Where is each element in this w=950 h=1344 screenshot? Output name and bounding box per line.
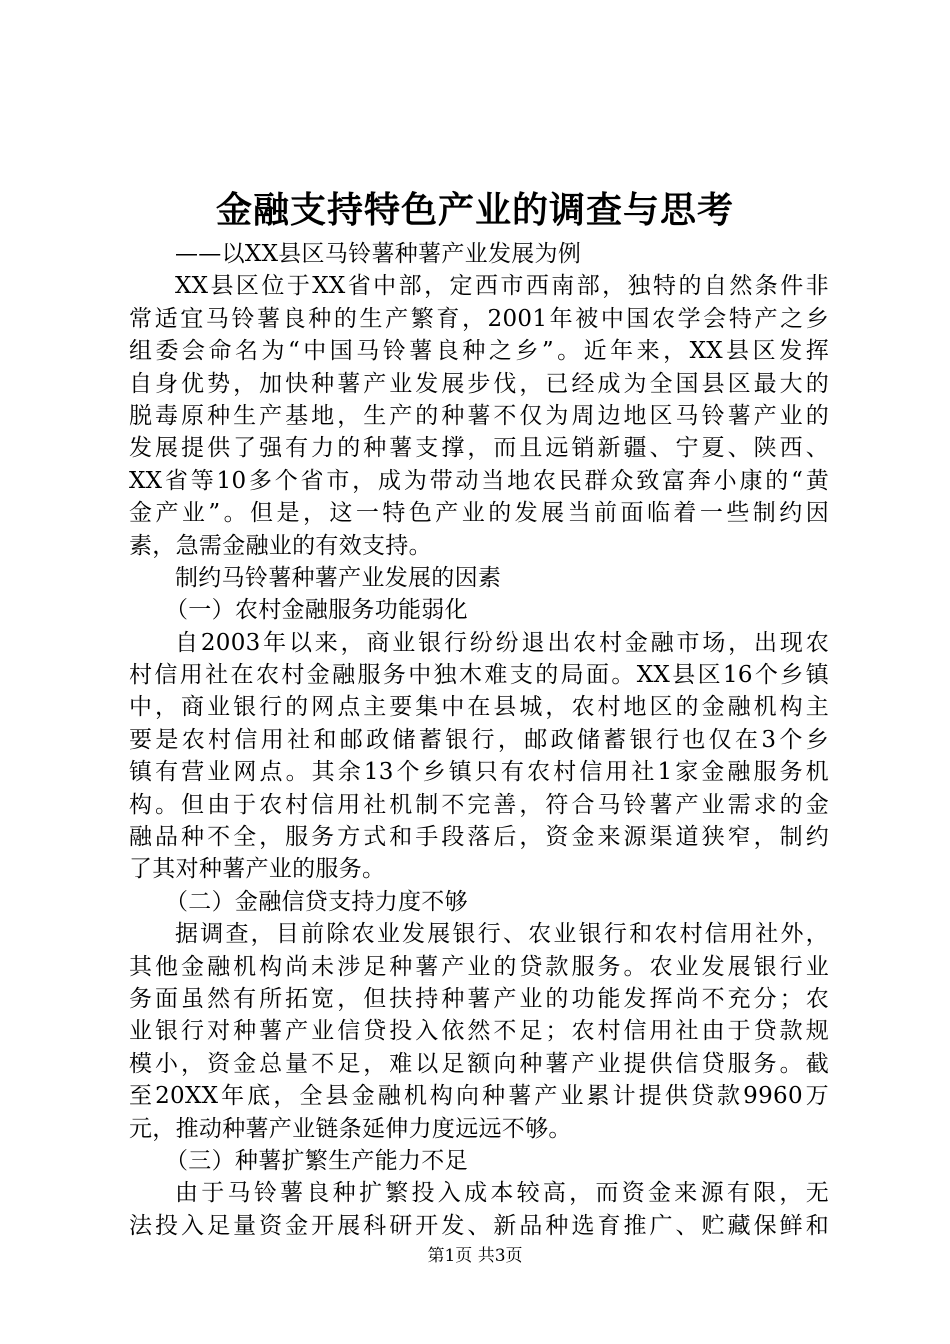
paragraph-line: 自身优势，加快种薯产业发展步伐，已经成为全国县区最大的 (129, 370, 829, 397)
paragraph-line: 至20XX年底，全县金融机构向种薯产业累计提供贷款9960万 (129, 1083, 829, 1110)
subsection-heading: （三）种薯扩繁生产能力不足 (165, 1147, 468, 1174)
paragraph-line: 常适宜马铃薯良种的生产繁育，2001年被中国农学会特产之乡 (129, 305, 829, 332)
paragraph-line: 了其对种薯产业的服务。 (129, 856, 386, 883)
subsection-heading: （一）农村金融服务功能弱化 (165, 597, 468, 624)
paragraph-line: 其他金融机构尚未涉足种薯产业的贷款服务。农业发展银行业 (129, 953, 829, 980)
paragraph-line: 自2003年以来，商业银行纷纷退出农村金融市场，出现农 (175, 629, 829, 656)
section-heading: 制约马铃薯种薯产业发展的因素 (175, 564, 502, 591)
paragraph-line: 据调查，目前除农业发展银行、农业银行和农村信用社外， (175, 921, 829, 948)
paragraph-line: 模小，资金总量不足，难以足额向种薯产业提供信贷服务。截 (129, 1050, 829, 1077)
document-body (129, 238, 829, 1242)
paragraph-line: 脱毒原种生产基地，生产的种薯不仅为周边地区马铃薯产业的 (129, 402, 829, 429)
paragraph-line: 元，推动种薯产业链条延伸力度远远不够。 (129, 1115, 572, 1142)
paragraph-line: XX省等10多个省市，成为带动当地农民群众致富奔小康的“黄 (129, 467, 829, 494)
paragraph-line: 法投入足量资金开展科研开发、新品种选育推广、贮藏保鲜和 (129, 1212, 829, 1239)
paragraph-line: 要是农村信用社和邮政储蓄银行，邮政储蓄银行也仅在3个乡 (129, 726, 829, 753)
paragraph-line: 务面虽然有所拓宽，但扶持种薯产业的功能发挥尚不充分；农 (129, 985, 829, 1012)
paragraph-line: 组委会命名为“中国马铃薯良种之乡”。近年来，XX县区发挥 (129, 338, 829, 365)
paragraph-line: 业银行对种薯产业信贷投入依然不足；农村信用社由于贷款规 (129, 1018, 829, 1045)
paragraph-line: 构。但由于农村信用社机制不完善，符合马铃薯产业需求的金 (129, 791, 829, 818)
paragraph-line: 发展提供了强有力的种薯支撑，而且远销新疆、宁夏、陕西、 (129, 435, 829, 462)
paragraph-line: 金产业”。但是，这一特色产业的发展当前面临着一些制约因 (129, 500, 829, 527)
paragraph-line: XX县区位于XX省中部，定西市西南部，独特的自然条件非 (175, 273, 829, 300)
document-title: 金融支持特色产业的调查与思考 (215, 189, 734, 231)
paragraph-line: 融品种不全，服务方式和手段落后，资金来源渠道狭窄，制约 (129, 824, 829, 851)
subsection-heading: （二）金融信贷支持力度不够 (165, 888, 468, 915)
paragraph-line: 村信用社在农村金融服务中独木难支的局面。XX县区16个乡镇 (129, 662, 829, 689)
paragraph-line: 素，急需金融业的有效支持。 (129, 532, 432, 559)
subtitle-line: ——以XX县区马铃薯种薯产业发展为例 (175, 241, 582, 267)
paragraph-line: 镇有营业网点。其余13个乡镇只有农村信用社1家金融服务机 (129, 759, 829, 786)
paragraph-line: 由于马铃薯良种扩繁投入成本较高，而资金来源有限，无 (175, 1180, 829, 1207)
page-indicator: 第1页 共3页 (427, 1246, 523, 1266)
paragraph-line: 中，商业银行的网点主要集中在县城，农村地区的金融机构主 (129, 694, 829, 721)
